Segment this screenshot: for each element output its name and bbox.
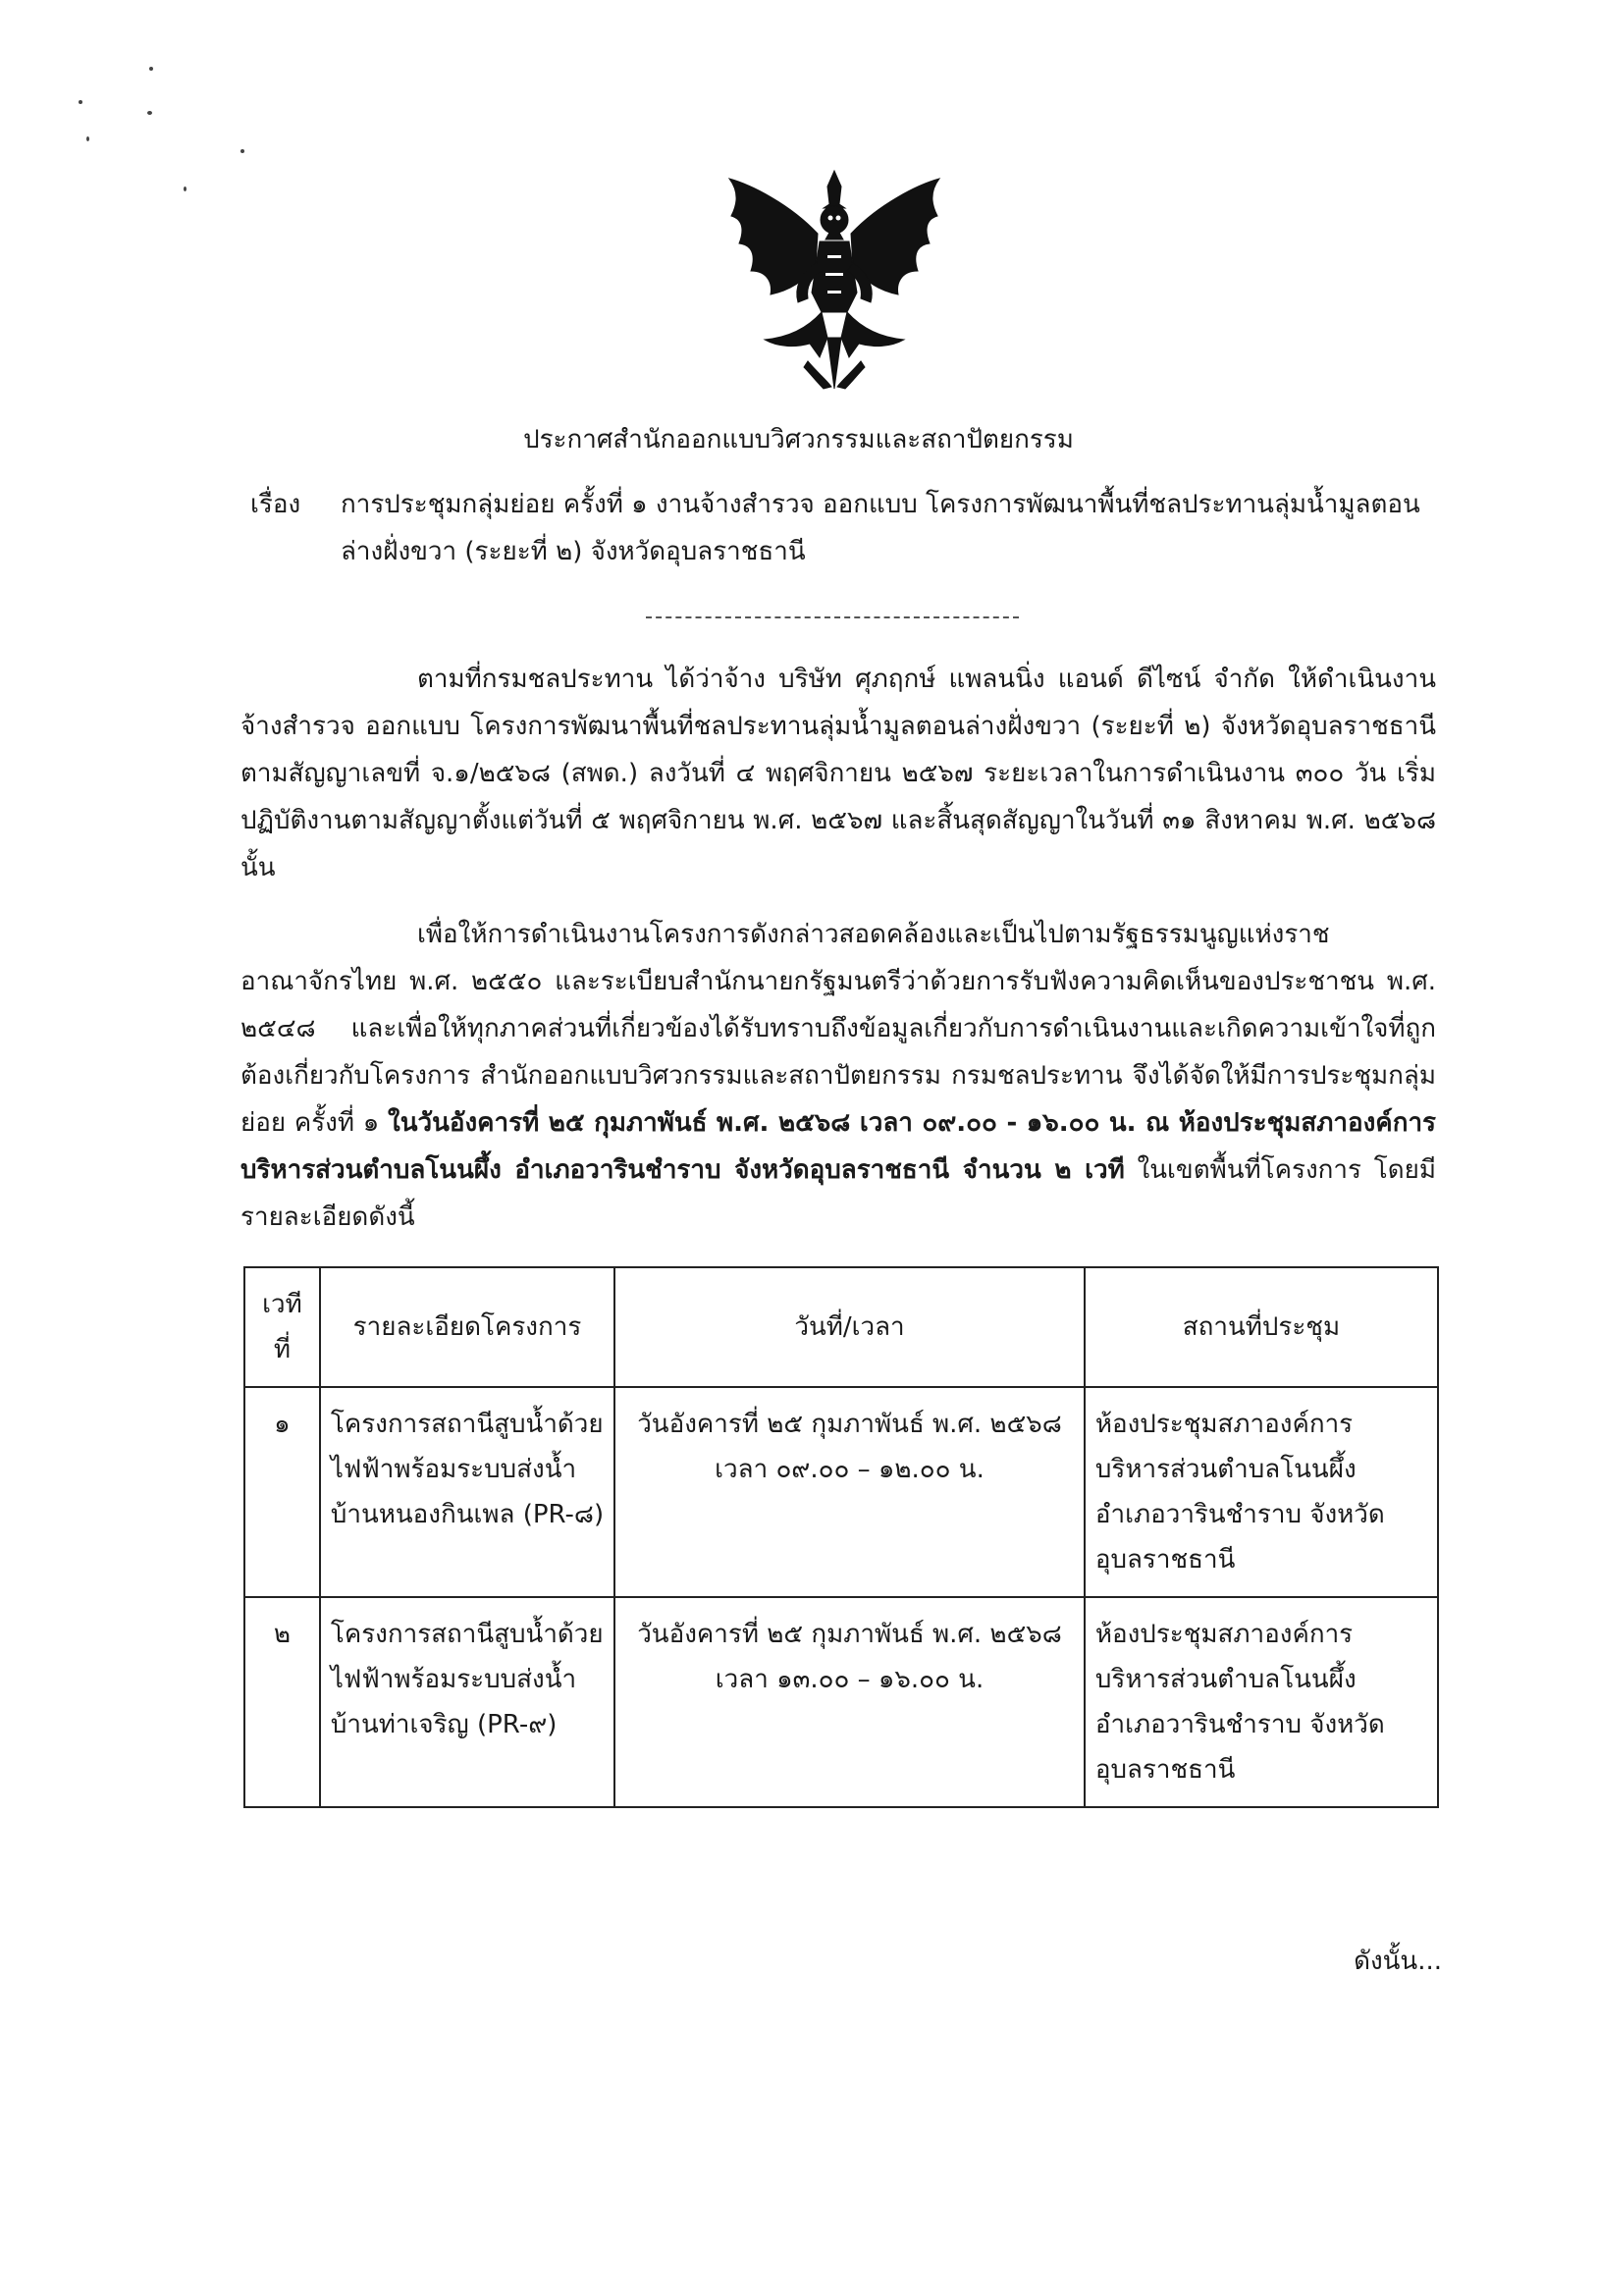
cell-time: เวลา ๐๙.๐๐ – ๑๒.๐๐ น. [715,1455,985,1484]
cell-stage-no: ๑ [244,1387,320,1597]
scan-speck [86,136,89,141]
paragraph-2-highlight: ในวันอังคารที่ ๒๕ กุมภาพันธ์ พ.ศ. ๒๕๖๘ เวลา ๐๙.๐๐ - ๑๖.๐๐ น. ณ ห้องประชุมสภาองค์การบริหารส่วนตำบลโนนผึ้ง อำเภอวารินชำราบ จังหวัดอุบลราชธานี จำนวน ๒ เวที [240,1108,1437,1185]
scan-speck [184,187,186,191]
col-header-datetime: วันที่/เวลา [614,1267,1085,1387]
announcement-title: ประกาศสำนักออกแบบวิศวกรรมและสถาปัตยกรรม [523,425,1074,454]
cell-datetime [614,1387,1085,1597]
subject-label: เรื่อง [250,490,301,519]
cell-date: วันอังคารที่ ๒๕ กุมภาพันธ์ พ.ศ. ๒๕๖๘ [637,1620,1062,1649]
col-header-stage: เวทีที่ [244,1267,320,1387]
table-header-row [244,1267,1438,1387]
cell-datetime [614,1597,1085,1807]
scan-speck [149,67,153,71]
paragraph-1 [240,656,1436,891]
cell-time: เวลา ๑๓.๐๐ – ๑๖.๐๐ น. [715,1665,985,1694]
cell-stage-no: ๒ [244,1597,320,1807]
scan-speck [240,149,244,153]
col-header-venue: สถานที่ประชุม [1085,1267,1438,1387]
paragraph-1-text: ตามที่กรมชลประทาน ได้ว่าจ้าง บริษัท ศุภฤกษ์ แพลนนิ่ง แอนด์ ดีไซน์ จำกัด ให้ดำเนินงานจ้างสำรวจ ออกแบบ โครงการพัฒนาพื้นที่ชลประทานลุ่มน้ำมูลตอนล่างฝั่งขวา (ระยะที่ ๒) จังหวัดอุบลราชธานี ตามสัญญาเลขที่ จ.๑/๒๕๖๘ (สพด.) ลงวันที่ ๔ พฤศจิกายน ๒๕๖๗ ระยะเวลาในการดำเนินงาน ๓๐๐ วัน เริ่มปฏิบัติงานตามสัญญาตั้งแต่วันที่ ๕ พฤศจิกายน พ.ศ. ๒๕๖๗ และสิ้นสุดสัญญาในวันที่ ๓๑ สิงหาคม พ.ศ. ๒๕๖๘ นั้น [240,665,1436,882]
cell-venue: ห้องประชุมสภาองค์การบริหารส่วนตำบลโนนผึ้ง อำเภอวารินชำราบ จังหวัดอุบลราชธานี [1085,1597,1438,1807]
col-header-project: รายละเอียดโครงการ [320,1267,614,1387]
paragraph-2 [240,911,1436,1241]
continuation-marker: ดังนั้น... [1354,1947,1442,1976]
scan-speck [147,111,152,115]
divider [646,616,1019,618]
cell-project: โครงการสถานีสูบน้ำด้วยไฟฟ้าพร้อมระบบส่งน้ำบ้านท่าเจริญ (PR-๙) [320,1597,614,1807]
cell-date: วันอังคารที่ ๒๕ กุมภาพันธ์ พ.ศ. ๒๕๖๘ [637,1410,1062,1439]
cell-project: โครงการสถานีสูบน้ำด้วยไฟฟ้าพร้อมระบบส่งน้ำบ้านหนองกินเพล (PR-๘) [320,1387,614,1597]
paragraph-2-end: ในเขตพื้นที่โครงการ โดยมีรายละเอียดดังนี้ [240,1155,1437,1232]
table-row [244,1387,1438,1597]
cell-venue: ห้องประชุมสภาองค์การบริหารส่วนตำบลโนนผึ้ง อำเภอวารินชำราบ จังหวัดอุบลราชธานี [1085,1387,1438,1597]
meeting-schedule-table [243,1266,1439,1808]
paragraph-2-intro: เพื่อให้การดำเนินงานโครงการดังกล่าวสอดคล้องและเป็นไปตามรัฐธรรมนูญแห่งราชอาณาจักรไทย พ.ศ. ๒๕๕๐ และระเบียบสำนักนายกรัฐมนตรีว่าด้วยการรับฟังความคิดเห็นของประชาชน พ.ศ. ๒๕๔๘ และเพื่อให้ทุกภาคส่วนที่เกี่ยวข้องได้รับทราบถึงข้อมูลเกี่ยวกับการดำเนินงานและเกิดความเข้าใจที่ถูกต้องเกี่ยวกับโครงการ สำนักออกแบบวิศวกรรมและสถาปัตยกรรม กรมชลประทาน จึงได้จัดให้มีการประชุมกลุ่มย่อย ครั้งที่ ๑ [240,920,1436,1138]
table-row [244,1597,1438,1807]
garuda-emblem-icon [721,165,947,391]
subject-text: การประชุมกลุ่มย่อย ครั้งที่ ๑ งานจ้างสำรวจ ออกแบบ โครงการพัฒนาพื้นที่ชลประทานลุ่มน้ำมูลตอนล่างฝั่งขวา (ระยะที่ ๒) จังหวัดอุบลราชธานี [341,490,1420,566]
scan-speck [79,100,82,104]
